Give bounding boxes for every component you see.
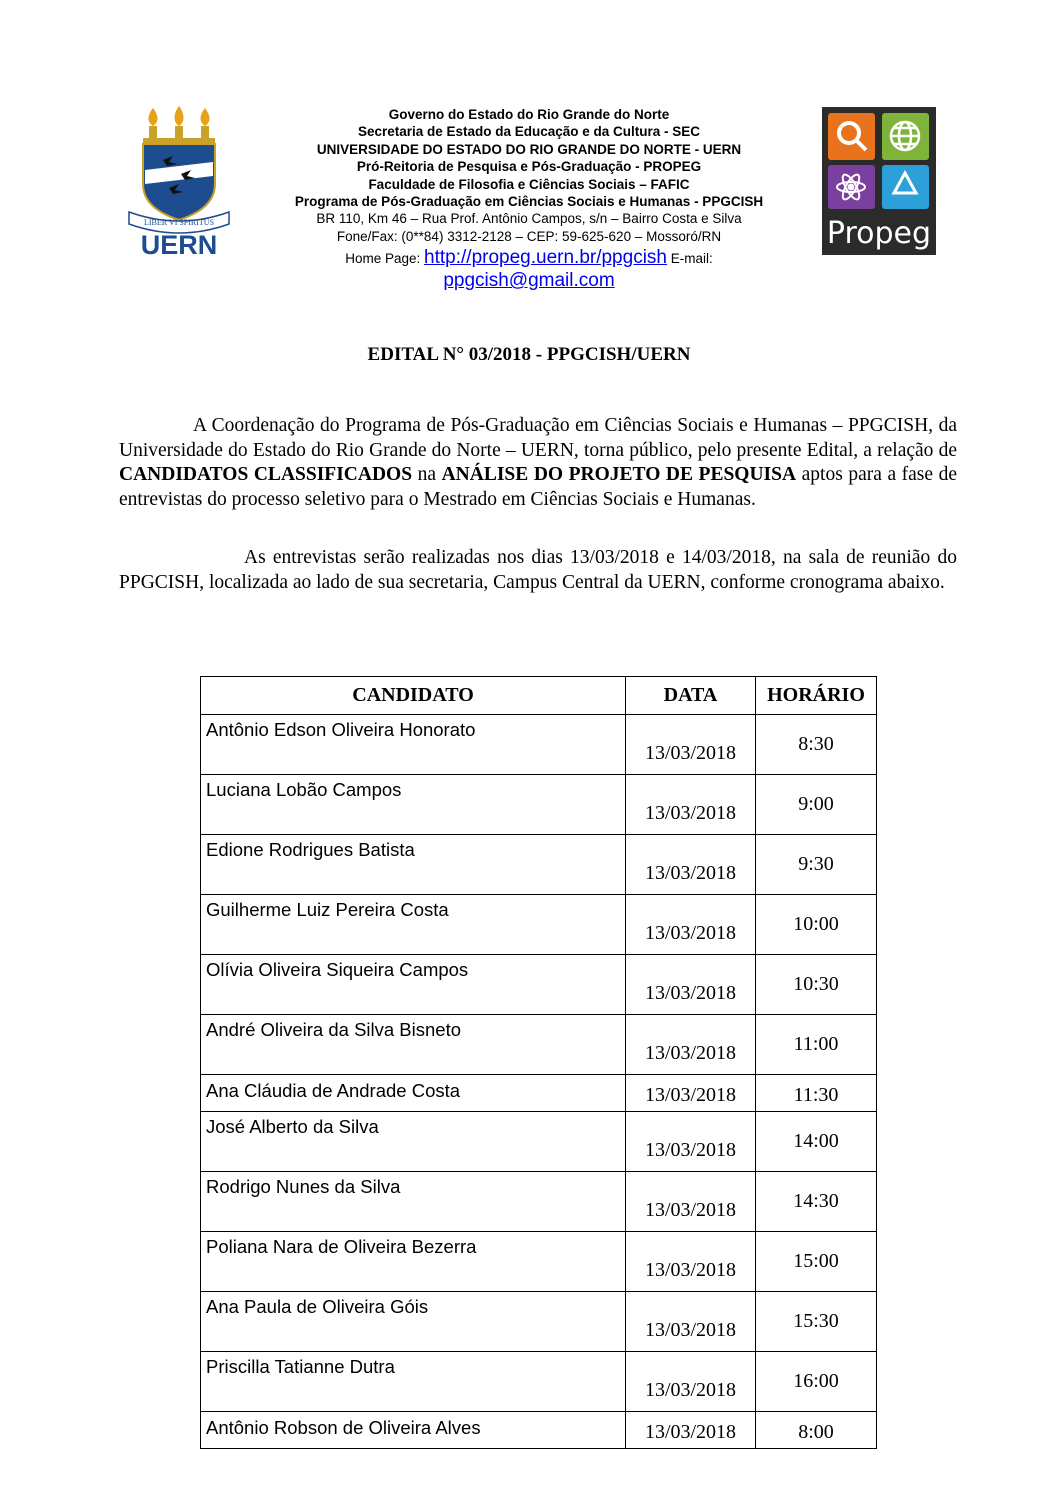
interview-date: 13/03/2018 xyxy=(626,1352,756,1412)
interview-time: 10:30 xyxy=(756,955,877,1015)
interview-date: 13/03/2018 xyxy=(626,955,756,1015)
propeg-text: Propeg xyxy=(826,216,932,251)
candidate-name: José Alberto da Silva xyxy=(201,1112,626,1172)
candidate-name: Rodrigo Nunes da Silva xyxy=(201,1172,626,1232)
interview-time: 11:30 xyxy=(756,1075,877,1112)
intro-text-a: A Coordenação do Programa de Pós-Graduação em Ciências Sociais e Humanas – PPGCISH, da Universidade do Estado do Rio Grande do Norte – UERN, torna público, pelo presente Edital, a relação de xyxy=(119,415,957,461)
interview-time: 14:00 xyxy=(756,1112,877,1172)
interview-time: 14:30 xyxy=(756,1172,877,1232)
candidate-name: Luciana Lobão Campos xyxy=(201,775,626,835)
header-line-5: Faculdade de Filosofia e Ciências Sociais – FAFIC xyxy=(368,176,690,192)
email-link[interactable]: ppgcish@gmail.com xyxy=(443,270,615,292)
header-line-6: Programa de Pós-Graduação em Ciências Sociais e Humanas - PPGCISH xyxy=(294,194,764,210)
header-line-2: Secretaria de Estado da Educação e da Cultura - SEC xyxy=(357,124,701,140)
interview-time: 15:00 xyxy=(756,1232,877,1292)
table-row xyxy=(201,775,877,835)
header-phone: Fone/Fax: (0**84) 3312-2128 – CEP: 59-625-620 – Mossoró/RN xyxy=(336,228,722,244)
intro-bold-analysis: ANÁLISE DO PROJETO DE PESQUISA xyxy=(441,464,797,485)
table-row xyxy=(201,1352,877,1412)
interview-date: 13/03/2018 xyxy=(626,1075,756,1112)
schedule-table xyxy=(200,676,877,1449)
header-date: DATA xyxy=(626,677,756,715)
interview-time: 11:00 xyxy=(756,1015,877,1075)
interview-time: 9:30 xyxy=(756,835,877,895)
email-label: E-mail: xyxy=(666,251,713,267)
header-line-3: UNIVERSIDADE DO ESTADO DO RIO GRANDE DO NORTE - UERN xyxy=(316,141,742,157)
interview-time: 9:00 xyxy=(756,775,877,835)
intro-text-d: aptos para a fase de entrevistas do processo seletivo para o Mestrado em Ciências Sociais e Humanas. xyxy=(119,464,957,510)
propeg-logo xyxy=(822,107,936,255)
candidate-name: Ana Cláudia de Andrade Costa xyxy=(201,1075,626,1112)
table-row xyxy=(201,1015,877,1075)
intro-paragraph xyxy=(119,414,957,512)
table-row xyxy=(201,1232,877,1292)
document-title: EDITAL N° 03/2018 - PPGCISH/UERN xyxy=(367,344,691,365)
table-header-row xyxy=(201,677,877,715)
interview-date: 13/03/2018 xyxy=(626,1015,756,1075)
interview-time: 16:00 xyxy=(756,1352,877,1412)
interview-time: 10:00 xyxy=(756,895,877,955)
table-row xyxy=(201,715,877,775)
table-row xyxy=(201,1292,877,1352)
institution-header xyxy=(250,106,808,293)
candidate-name: Edione Rodrigues Batista xyxy=(201,835,626,895)
interview-time: 15:30 xyxy=(756,1292,877,1352)
interview-date: 13/03/2018 xyxy=(626,1412,756,1449)
header-address: BR 110, Km 46 – Rua Prof. Antônio Campos, s/n – Bairro Costa e Silva xyxy=(316,211,742,227)
interview-date: 13/03/2018 xyxy=(626,1172,756,1232)
interview-time: 8:00 xyxy=(756,1412,877,1449)
homepage-line xyxy=(250,247,808,270)
interview-date: 13/03/2018 xyxy=(626,835,756,895)
candidate-name: Poliana Nara de Oliveira Bezerra xyxy=(201,1232,626,1292)
torches-icon xyxy=(143,106,215,144)
interview-date: 13/03/2018 xyxy=(626,775,756,835)
table-row xyxy=(201,1112,877,1172)
homepage-label: Home Page: xyxy=(345,251,425,267)
table-row xyxy=(201,1172,877,1232)
table-row xyxy=(201,895,877,955)
candidate-name: Antônio Edson Oliveira Honorato xyxy=(201,715,626,775)
candidate-name: André Oliveira da Silva Bisneto xyxy=(201,1015,626,1075)
table-row xyxy=(201,955,877,1015)
table-row xyxy=(201,1075,877,1112)
intro-bold-candidates: CANDIDATOS CLASSIFICADOS xyxy=(119,464,413,485)
intro-text-c: na xyxy=(412,464,442,485)
uern-logo xyxy=(125,104,233,256)
interview-date: 13/03/2018 xyxy=(626,715,756,775)
interview-date: 13/03/2018 xyxy=(626,1232,756,1292)
logo-text: UERN xyxy=(140,230,218,256)
interview-date: 13/03/2018 xyxy=(626,1292,756,1352)
interview-date: 13/03/2018 xyxy=(626,1112,756,1172)
candidate-name: Guilherme Luiz Pereira Costa xyxy=(201,895,626,955)
header-line-4: Pró-Reitoria de Pesquisa e Pós-Graduação - PROPEG xyxy=(356,159,702,175)
candidate-name: Olívia Oliveira Siqueira Campos xyxy=(201,955,626,1015)
table-row xyxy=(201,1412,877,1449)
candidate-name: Ana Paula de Oliveira Góis xyxy=(201,1292,626,1352)
interview-time: 8:30 xyxy=(756,715,877,775)
interview-date: 13/03/2018 xyxy=(626,895,756,955)
header-line-1: Governo do Estado do Rio Grande do Norte xyxy=(388,107,670,122)
header-candidate: CANDIDATO xyxy=(201,677,626,715)
candidate-name: Priscilla Tatianne Dutra xyxy=(201,1352,626,1412)
header-time: HORÁRIO xyxy=(756,677,877,715)
interview-paragraph: As entrevistas serão realizadas nos dias 13/03/2018 e 14/03/2018, na sala de reunião do PPGCISH, localizada ao lado de sua secretaria, Campus Central da UERN, conforme cronograma abaixo. xyxy=(119,547,957,593)
homepage-link[interactable]: http://propeg.uern.br/ppgcish xyxy=(424,247,667,269)
logo-motto: LIBER VI SPIRITUS xyxy=(143,218,215,227)
table-row xyxy=(201,835,877,895)
candidate-name: Antônio Robson de Oliveira Alves xyxy=(201,1412,626,1449)
